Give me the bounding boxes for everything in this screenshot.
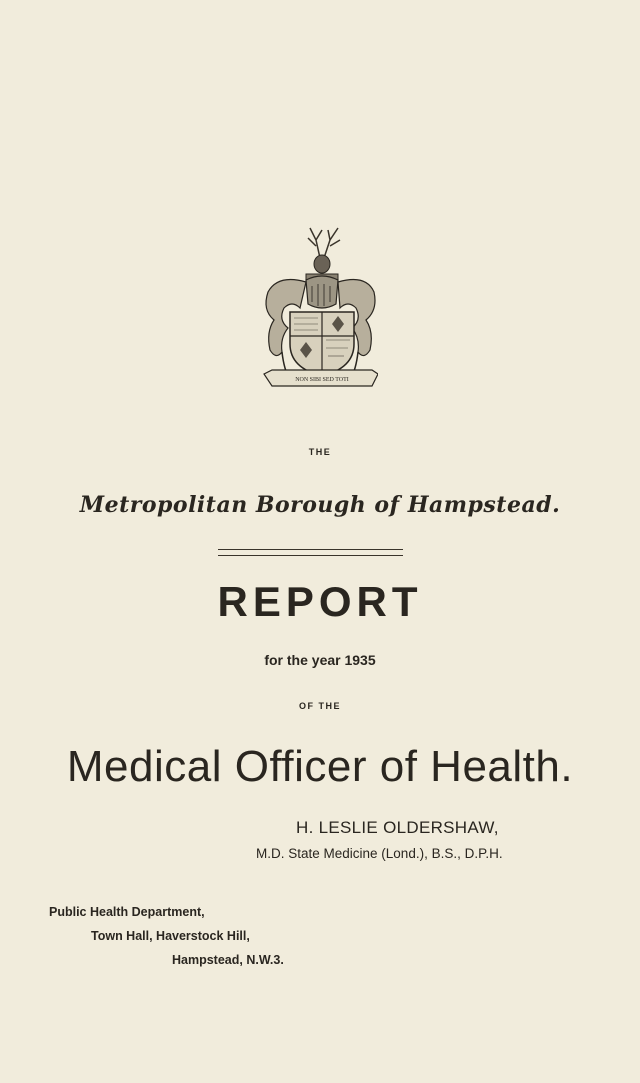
author-qualifications: M.D. State Medicine (Lond.), B.S., D.P.H. [256, 846, 503, 861]
borough-coat-of-arms-icon [258, 220, 378, 390]
main-title: Medical Officer of Health. [66, 742, 574, 791]
report-year-line: for the year 1935 [264, 652, 376, 668]
of-the-label: OF THE [299, 701, 341, 711]
the-label: THE [308, 447, 332, 457]
crest-motto: NON SIBI SED TOTI [295, 377, 349, 383]
report-title: REPORT [217, 578, 423, 625]
author-name: H. LESLIE OLDERSHAW, [296, 818, 499, 837]
address-line: Public Health Department, [49, 905, 205, 919]
address-line: Hampstead, N.W.3. [172, 953, 284, 967]
double-rule-divider [218, 549, 403, 556]
borough-title: Metropolitan Borough of Hampstead. [79, 492, 561, 518]
address-line: Town Hall, Haverstock Hill, [91, 929, 250, 943]
